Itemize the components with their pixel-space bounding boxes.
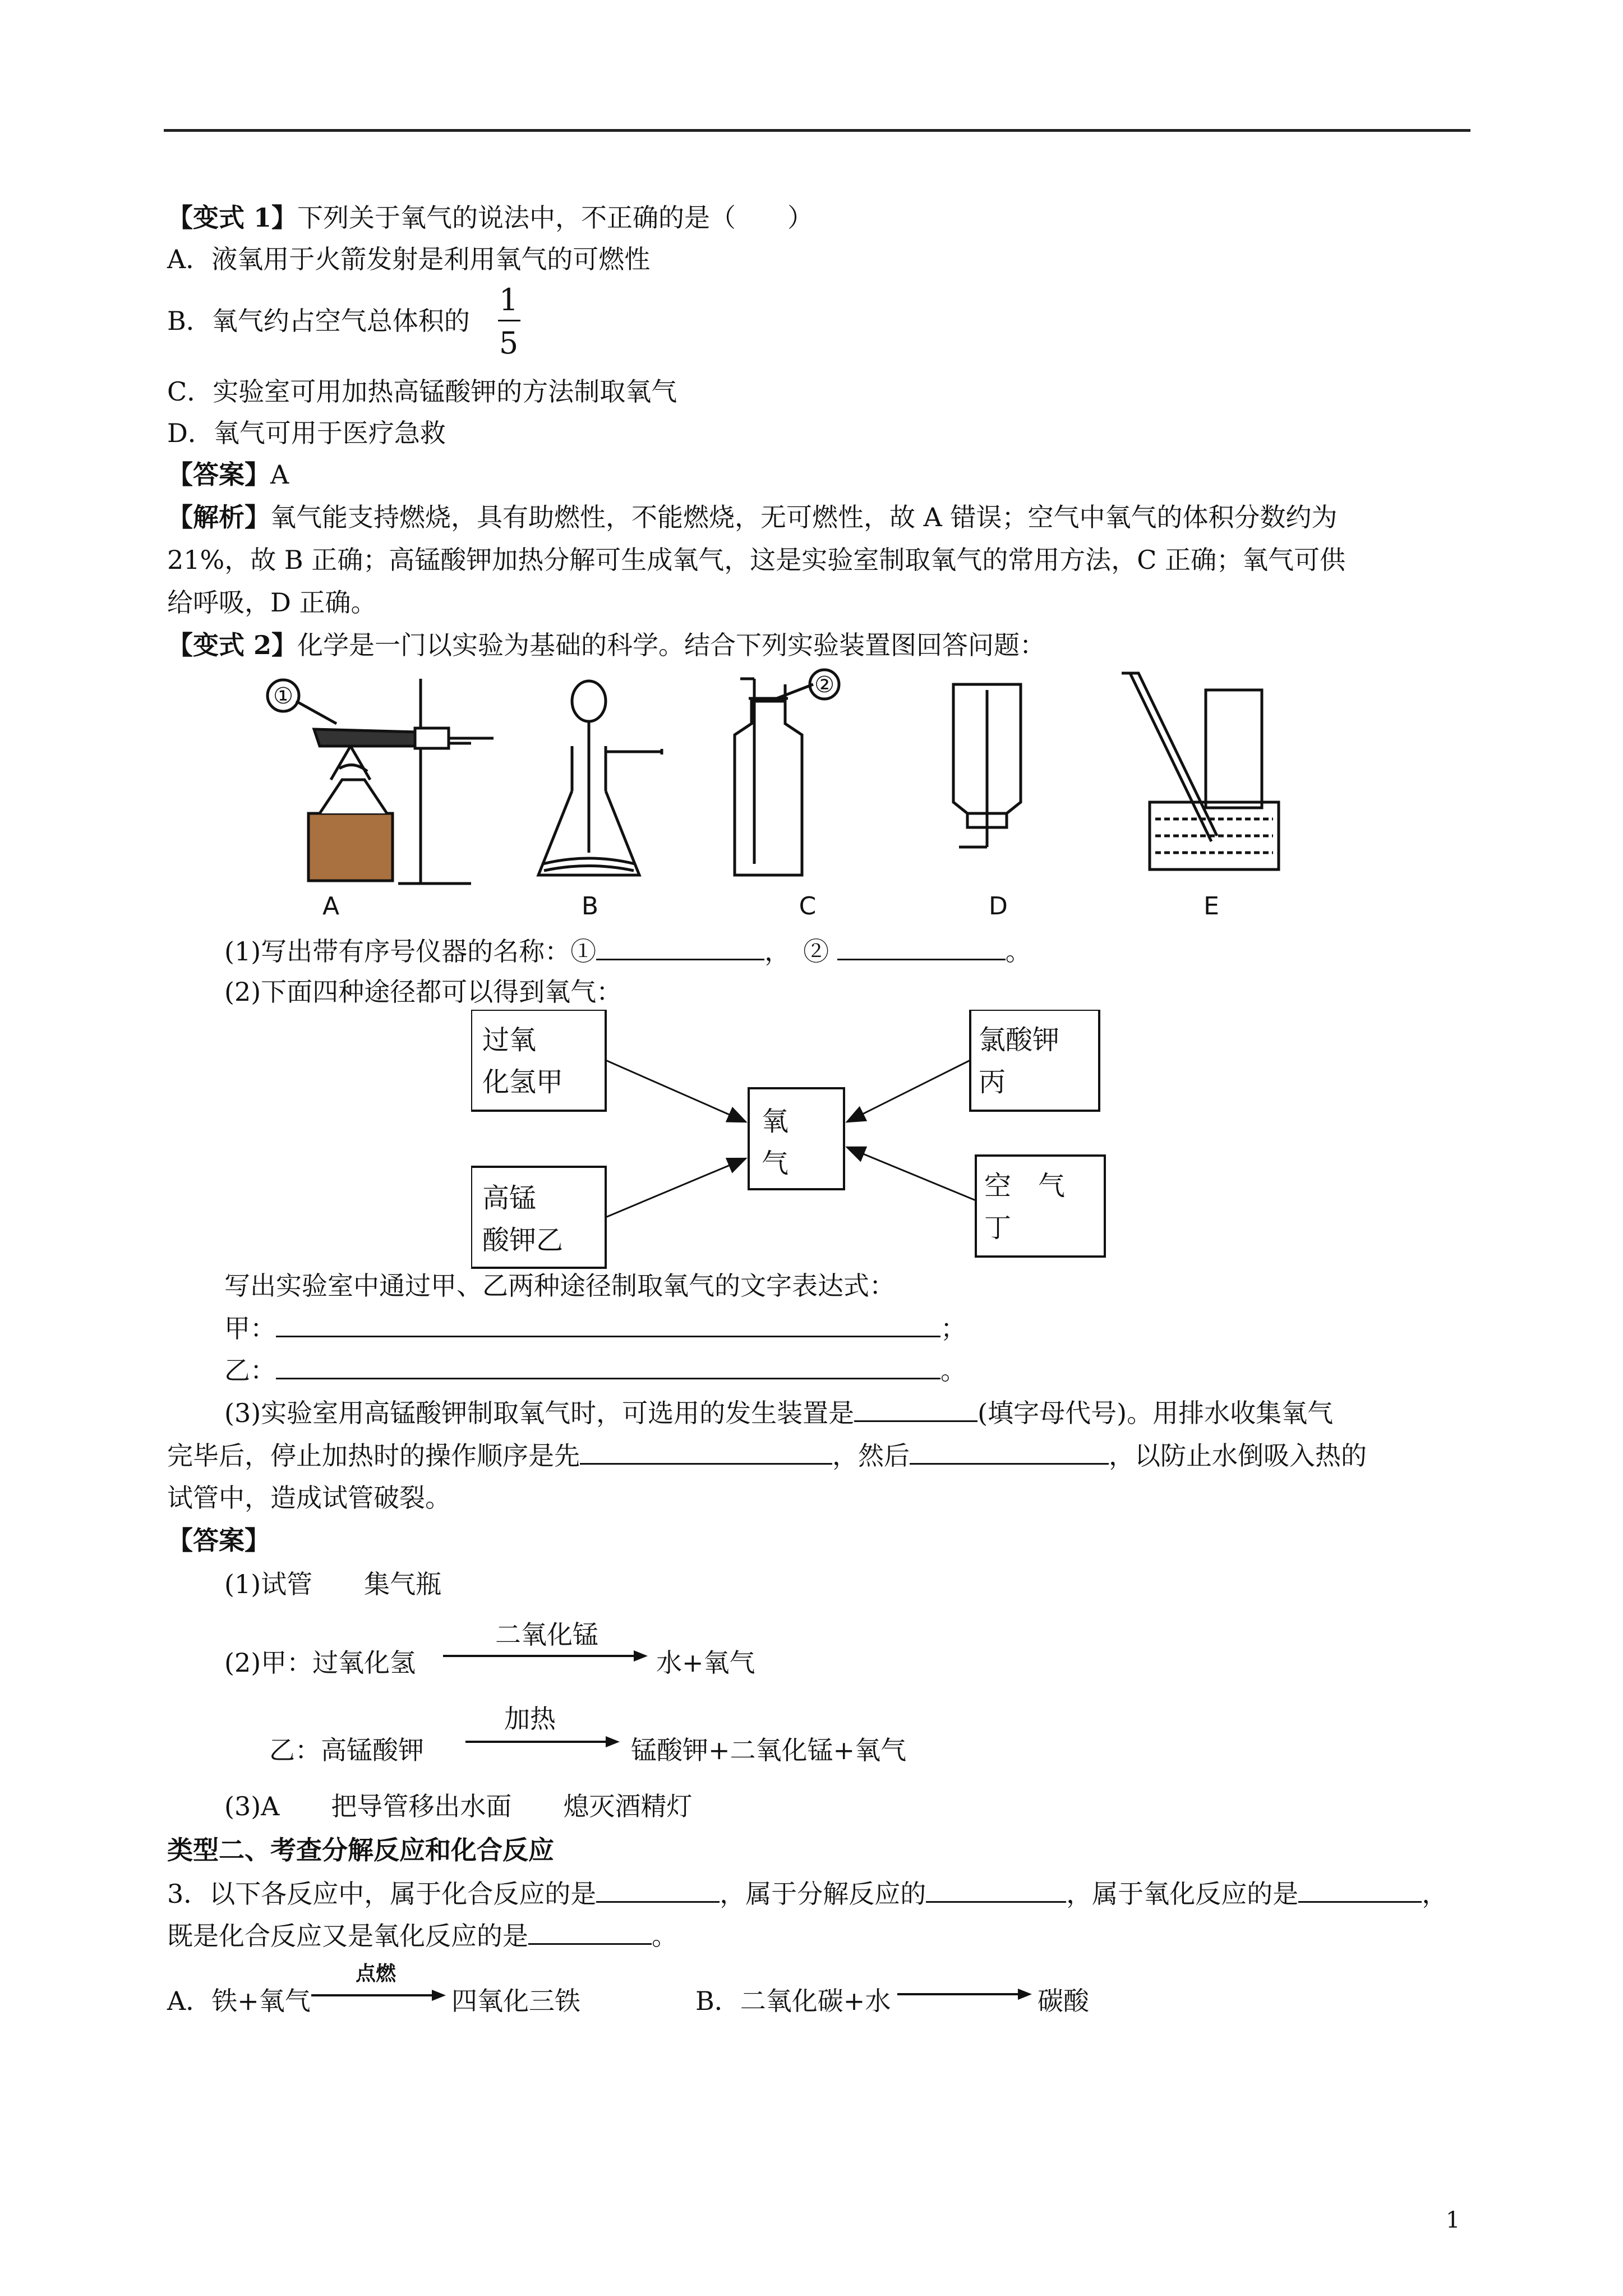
box-yi-line-1: 高锰 — [482, 1182, 537, 1214]
v2-tag: 【变式 2】 — [167, 630, 298, 660]
v2-answer-2-jia-prefix: (2)甲：过氧化氢 — [224, 1648, 416, 1678]
v1-option-b-text: B．氧气约占空气总体积的 — [167, 306, 470, 336]
v1-analysis-line-2: 21%，故 B 正确；高锰酸钾加热分解可生成氧气，这是实验室制取氧气的常用方法，C 正确；氧气可供 — [167, 545, 1346, 575]
reaction-arrow-yi — [465, 1700, 623, 1761]
v2-q1-line — [224, 934, 1031, 968]
type2-q3-1b: ，属于分解反应的 — [720, 1879, 926, 1909]
v2-q3-2a: 完毕后，停止加热时的操作顺序是先 — [167, 1441, 580, 1471]
blank-expression-yi[interactable] — [276, 1353, 940, 1379]
v1-option-c: C．实验室可用加热高锰酸钾的方法制取氧气 — [167, 376, 677, 407]
type2-q3-1d: ， — [1422, 1879, 1448, 1909]
v2-answer-1: (1)试管 集气瓶 — [224, 1569, 442, 1599]
apparatus-d — [953, 684, 1021, 847]
apparatus-label-b: B — [581, 892, 599, 921]
apparatus-b — [538, 681, 662, 875]
box-yi-line-2: 酸钾乙 — [482, 1225, 564, 1256]
oxygen-paths-diagram — [471, 1010, 1122, 1279]
v2-answer-2-yi-prefix: 乙：高锰酸钾 — [269, 1735, 424, 1765]
blank-instrument-1[interactable] — [596, 934, 764, 960]
box-oxygen-line-1: 氧 — [762, 1106, 789, 1137]
v2-q3-2c: ，以防止水倒吸入热的 — [1109, 1441, 1367, 1471]
blank-instrument-2[interactable] — [837, 934, 1006, 960]
v1-analysis-tag: 【解析】 — [167, 502, 270, 532]
reaction-condition-a: 点燃 — [355, 1962, 396, 1985]
v2-q1-end: 。 — [1005, 936, 1031, 967]
v2-q2-jia-label: 甲： — [224, 1313, 276, 1343]
blank-step-first[interactable] — [580, 1438, 832, 1465]
v2-q2-jia-line — [224, 1311, 966, 1345]
v2-answer-3: (3)A 把导管移出水面 熄灭酒精灯 — [224, 1791, 693, 1821]
v1-answer-line — [167, 458, 289, 491]
box-ding-line-2: 丁 — [984, 1212, 1012, 1244]
v1-option-a: A．液氧用于火箭发射是利用氧气的可燃性 — [167, 244, 651, 274]
v1-analysis-line-3: 给呼吸，D 正确。 — [167, 587, 377, 618]
v2-q3-1b: (填字母代号)。用排水收集氧气 — [978, 1398, 1334, 1428]
v1-question-line — [167, 201, 813, 234]
v2-q2-yi-line — [224, 1353, 966, 1387]
apparatus-figure — [247, 668, 1312, 926]
v2-q2-jia-end: ； — [940, 1313, 966, 1343]
v1-fraction-bar — [498, 320, 520, 321]
blank-oxidation[interactable] — [1298, 1876, 1422, 1903]
v2-q3-line-2 — [167, 1438, 1367, 1473]
v1-fraction-numerator: 1 — [499, 282, 519, 318]
apparatus-label-e: E — [1204, 892, 1219, 921]
v2-q3-2b: ，然后 — [832, 1441, 910, 1471]
v2-q2-write: 写出实验室中通过甲、乙两种途径制取氧气的文字表达式： — [224, 1271, 895, 1301]
v1-analysis-1: 氧气能支持燃烧，具有助燃性，不能燃烧，无可燃性，故 A 错误；空气中氧气的体积分数约为 — [270, 502, 1338, 532]
mark-1: ① — [273, 683, 293, 709]
v2-answer-tag: 【答案】 — [167, 1525, 270, 1556]
reaction-arrow-jia — [443, 1616, 651, 1677]
apparatus-a — [268, 679, 494, 884]
v1-option-d: D．氧气可用于医疗急救 — [167, 418, 446, 448]
box-jia-line-1: 过氧 — [482, 1024, 537, 1056]
v1-answer: A — [270, 459, 289, 490]
type2-q3-1a: 3．以下各反应中，属于化合反应的是 — [167, 1879, 597, 1909]
reaction-arrow-b — [897, 1977, 1032, 2011]
apparatus-label-c: C — [799, 892, 817, 921]
type2-q3-1c: ，属于氧化反应的是 — [1066, 1879, 1299, 1909]
type2-option-a-prefix: A．铁+氧气 — [167, 1986, 311, 2016]
v2-question: 化学是一门以实验为基础的科学。结合下列实验装置图回答问题： — [297, 630, 1046, 660]
v1-answer-tag: 【答案】 — [167, 459, 270, 490]
type2-option-b-product: 碳酸 — [1038, 1986, 1089, 2016]
v2-q1-prefix: (1)写出带有序号仪器的名称：① — [224, 936, 597, 967]
type2-option-a-product: 四氧化三铁 — [451, 1986, 580, 2016]
v1-fraction-denominator: 5 — [499, 325, 519, 361]
apparatus-label-a: A — [322, 892, 340, 921]
box-oxygen-line-2: 气 — [762, 1148, 789, 1179]
v2-answer-2-yi-product: 锰酸钾+二氧化锰+氧气 — [631, 1735, 907, 1765]
v1-analysis-line-1 — [167, 500, 1337, 534]
blank-step-then[interactable] — [910, 1438, 1109, 1465]
box-jia-line-2: 化氢甲 — [482, 1066, 564, 1098]
v2-q3-line-1 — [224, 1396, 1333, 1430]
v1-option-b — [167, 304, 470, 338]
v1-tag: 【变式 1】 — [167, 203, 298, 233]
blank-generator[interactable] — [854, 1396, 978, 1422]
blank-expression-jia[interactable] — [276, 1311, 940, 1337]
reaction-condition-yi: 加热 — [504, 1704, 556, 1734]
blank-combination[interactable] — [596, 1876, 720, 1903]
type2-q3-line-1 — [167, 1876, 1447, 1911]
type2-option-b-prefix: B．二氧化碳+水 — [695, 1986, 891, 2016]
v2-q3-1a: (3)实验室用高锰酸钾制取氧气时，可选用的发生装置是 — [224, 1398, 855, 1428]
reaction-condition-jia: 二氧化锰 — [495, 1619, 598, 1650]
v2-q2-yi-end: 。 — [940, 1355, 966, 1386]
type2-q3-2b: 。 — [652, 1921, 677, 1951]
reaction-arrow-a — [311, 1961, 446, 2011]
mark-2: ② — [814, 672, 834, 698]
v2-q2-yi-label: 乙： — [224, 1355, 276, 1386]
v2-question-line — [167, 628, 1045, 662]
type2-q3-2a: 既是化合反应又是氧化反应的是 — [167, 1921, 528, 1951]
type2-q3-line-2 — [167, 1918, 677, 1953]
v1-question: 下列关于氧气的说法中，不正确的是（ ） — [297, 203, 814, 233]
v2-q2: (2)下面四种途径都可以得到氧气： — [224, 977, 623, 1007]
blank-both[interactable] — [528, 1918, 652, 1945]
box-bing-line-1: 氯酸钾 — [979, 1024, 1060, 1056]
apparatus-label-d: D — [989, 892, 1008, 921]
box-ding-line-1: 空 气 — [984, 1170, 1066, 1202]
v2-q3-line-3: 试管中，造成试管破裂。 — [167, 1483, 451, 1513]
type2-heading: 类型二、考查分解反应和化合反应 — [167, 1835, 554, 1865]
apparatus-e — [1122, 673, 1279, 869]
apparatus-c — [735, 670, 839, 875]
box-bing-line-2: 丙 — [979, 1066, 1006, 1098]
page-number: 1 — [1446, 2207, 1460, 2233]
header-rule — [164, 129, 1470, 132]
v2-answer-2-jia-product: 水+氧气 — [656, 1648, 755, 1678]
v2-q1-sep: ， ② — [764, 936, 829, 967]
blank-decomposition[interactable] — [926, 1876, 1066, 1903]
